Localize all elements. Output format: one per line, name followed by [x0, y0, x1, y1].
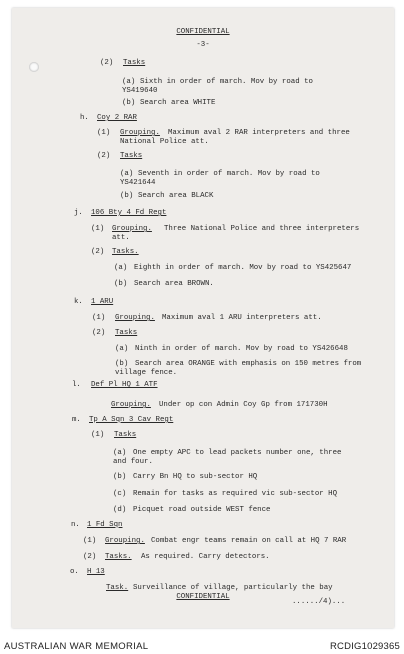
item-text: Seventh in order of march. Mov by road to [138, 170, 320, 178]
institution-credit: AUSTRALIAN WAR MEMORIAL [4, 641, 149, 652]
paragraph-marker: j. [74, 209, 83, 217]
item-marker: (b) [114, 280, 128, 288]
classification-header: CONFIDENTIAL [176, 28, 230, 36]
item-marker: (2) [91, 248, 105, 256]
item-text: Search area BLACK [138, 192, 214, 200]
archive-footer [0, 636, 404, 654]
item-text-continued: village fence. [115, 369, 178, 377]
item-text-continued: National Police att. [120, 138, 209, 146]
paragraph-heading: Coy 2 RAR [97, 114, 137, 122]
item-marker: (c) [113, 490, 127, 498]
item-heading: Grouping. [120, 129, 160, 137]
item-text: Sixth in order of march. Mov by road to [140, 78, 313, 86]
item-marker: (2) [83, 553, 97, 561]
item-text: Search area WHITE [140, 99, 216, 107]
item-heading: Tasks. [105, 553, 132, 561]
item-heading: Grouping. [115, 314, 155, 322]
item-text: Combat engr teams remain on call at HQ 7 RAR [151, 537, 347, 545]
item-marker: (a) [120, 170, 134, 178]
item-marker: (2) [92, 329, 106, 337]
item-text: Three National Police and three interpreters [164, 225, 360, 233]
item-heading: Tasks [123, 59, 146, 67]
item-text: Surveillance of village, particularly the bay [133, 584, 333, 592]
item-text: One empty APC to lead packets number one, three [133, 449, 342, 457]
item-marker: (1) [92, 314, 106, 322]
item-text: Ninth in order of march. Mov by road to YS426648 [135, 345, 348, 353]
item-text-continued: YS419640 [122, 87, 158, 95]
continuation-mark: ....../4)... [292, 598, 346, 606]
item-marker: (1) [91, 225, 105, 233]
item-marker: (d) [113, 506, 127, 514]
item-marker: (b) [115, 360, 129, 368]
item-text: As required. Carry detectors. [141, 553, 270, 561]
item-text: Under op con Admin Coy Gp from 171730H [159, 401, 328, 409]
item-heading: Tasks. [112, 248, 139, 256]
paragraph-marker: m. [72, 416, 81, 424]
paragraph-heading: 106 Bty 4 Fd Regt [91, 209, 167, 217]
item-marker: (1) [97, 129, 111, 137]
item-text-continued: and four. [113, 458, 153, 466]
item-heading: Tasks [120, 152, 143, 160]
item-text-continued: YS421644 [120, 179, 156, 187]
item-text: Maximum aval 1 ARU interpreters att. [162, 314, 322, 322]
paragraph-heading: H 13 [87, 568, 105, 576]
item-marker: (b) [120, 192, 134, 200]
document-page [12, 8, 394, 628]
item-text: Picquet road outside WEST fence [133, 506, 271, 514]
paragraph-heading: Def Pl HQ 1 ATF [91, 381, 158, 389]
paragraph-heading: 1 ARU [91, 298, 114, 306]
item-text: Eighth in order of march. Mov by road to YS425647 [134, 264, 352, 272]
paragraph-marker: l. [72, 381, 81, 389]
item-heading: Grouping. [105, 537, 145, 545]
item-heading: Task. [106, 584, 129, 592]
item-text: Remain for tasks as required vic sub-sector HQ [133, 490, 338, 498]
paragraph-heading: 1 Fd Sqn [87, 521, 123, 529]
item-marker: (1) [83, 537, 97, 545]
record-reference: RCDIG1029365 [330, 641, 400, 652]
item-marker: (b) [122, 99, 136, 107]
item-text: Maximum aval 2 RAR interpreters and three [168, 129, 350, 137]
item-marker: (a) [114, 264, 128, 272]
item-marker: (a) [115, 345, 129, 353]
item-marker: (b) [113, 473, 127, 481]
item-text: Carry Bn HQ to sub-sector HQ [133, 473, 258, 481]
paragraph-marker: n. [71, 521, 80, 529]
item-heading: Tasks [115, 329, 138, 337]
paragraph-marker: h. [80, 114, 89, 122]
item-text-continued: att. [112, 234, 130, 242]
paragraph-marker: o. [70, 568, 79, 576]
item-text: Search area BROWN. [134, 280, 214, 288]
item-marker: (1) [91, 431, 105, 439]
item-heading: Grouping. [112, 225, 152, 233]
item-text: Search area ORANGE with emphasis on 150 metres from [135, 360, 362, 368]
item-marker: (a) [113, 449, 127, 457]
paragraph-marker: k. [74, 298, 83, 306]
page-number: -3- [196, 41, 210, 49]
item-heading: Tasks [114, 431, 137, 439]
item-heading: Grouping. [111, 401, 151, 409]
item-marker: (a) [122, 78, 136, 86]
paragraph-heading: Tp A Sqn 3 Cav Regt [89, 416, 174, 424]
classification-footer: CONFIDENTIAL [176, 593, 230, 601]
punch-hole [29, 62, 39, 72]
item-marker: (2) [100, 59, 114, 67]
item-marker: (2) [97, 152, 111, 160]
